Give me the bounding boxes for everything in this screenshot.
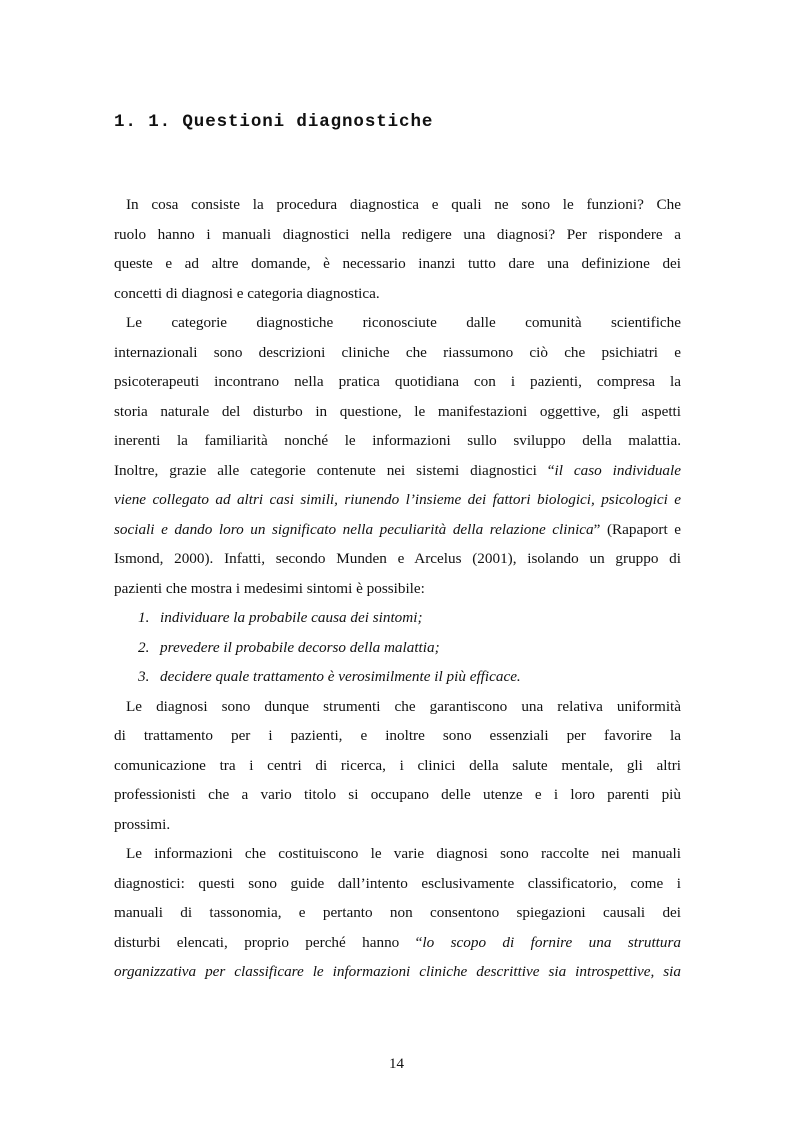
text-line: storia naturale del disturbo in questione, le manifestazioni oggettive, gli aspetti (114, 402, 681, 420)
text-run: ” (Rapaport e (593, 520, 681, 538)
section-heading: 1. 1. Questioni diagnostiche (114, 112, 434, 132)
list-number: 1. (138, 609, 150, 626)
text-line: In cosa consiste la procedura diagnostica e quali ne sono le funzioni? Che (126, 196, 681, 213)
text-run: disturbi elencati, proprio perché hanno “ (114, 933, 423, 951)
text-run: Inoltre, grazie alle categorie contenute nei sistemi diagnostici “ (114, 461, 555, 479)
list-number: 2. (138, 638, 150, 656)
list-number: 3. (138, 668, 150, 685)
text-line: inerenti la familiarità nonché le informazioni sullo sviluppo della malattia. (114, 432, 681, 449)
list-item (114, 662, 681, 692)
text-line (114, 456, 681, 486)
text-line: diagnostici: questi sono guide dall’intento esclusivamente classificatorio, come i (114, 874, 681, 892)
text-line: concetti di diagnosi e categoria diagnostica. (114, 284, 380, 302)
text-line: manuali di tassonomia, e pertanto non consentono spiegazioni causali dei (114, 904, 681, 921)
text-line: Le informazioni che costituiscono le varie diagnosi sono raccolte nei manuali (126, 845, 681, 862)
body-text (114, 190, 681, 987)
quote-run: sociali e dando loro un significato nella peculiarità della relazione clinica (114, 520, 594, 538)
text-line: internazionali sono descrizioni cliniche che riassumono ciò che psichiatri e (114, 343, 681, 361)
quote-line: viene collegato ad altri casi simili, riunendo l’insieme dei fattori biologici, psicologici e (114, 491, 681, 508)
page-number: 14 (389, 1056, 404, 1072)
list-item (114, 603, 681, 633)
text-line: professionisti che a vario titolo si occupano delle utenze e i loro parenti più (114, 786, 681, 803)
text-line (114, 928, 681, 958)
text-line: prossimi. (114, 815, 171, 833)
text-line: di trattamento per i pazienti, e inoltre sono essenziali per favorire la (114, 727, 681, 744)
list-text: prevedere il probabile decorso della malattia; (160, 638, 440, 656)
text-line: ruolo hanno i manuali diagnostici nella redigere una diagnosi? Per rispondere a (114, 225, 681, 243)
text-line: Le diagnosi sono dunque strumenti che garantiscono una relativa uniformità (126, 697, 681, 715)
text-line: queste e ad altre domande, è necessario inanzi tutto dare una definizione dei (114, 255, 681, 272)
text-line: Ismond, 2000). Infatti, secondo Munden e Arcelus (2001), isolando un gruppo di (114, 550, 681, 567)
quote-run: il caso individuale (554, 461, 681, 479)
list-item (114, 633, 681, 663)
text-line (114, 515, 681, 545)
quote-run: lo scopo di fornire una struttura (422, 933, 681, 951)
list-text: decidere quale trattamento è verosimilmente il più efficace. (160, 668, 521, 685)
quote-line: organizzativa per classificare le informazioni cliniche descrittive sia introspettive, sia (114, 963, 681, 980)
list-text: individuare la probabile causa dei sintomi; (160, 609, 423, 626)
text-line: pazienti che mostra i medesimi sintomi è possibile: (114, 579, 425, 597)
text-line: comunicazione tra i centri di ricerca, i clinici della salute mentale, gli altri (114, 756, 681, 774)
text-line: psicoterapeuti incontrano nella pratica quotidiana con i pazienti, compresa la (114, 373, 681, 390)
text-line: Le categorie diagnostiche riconosciute dalle comunità scientifiche (126, 314, 681, 331)
